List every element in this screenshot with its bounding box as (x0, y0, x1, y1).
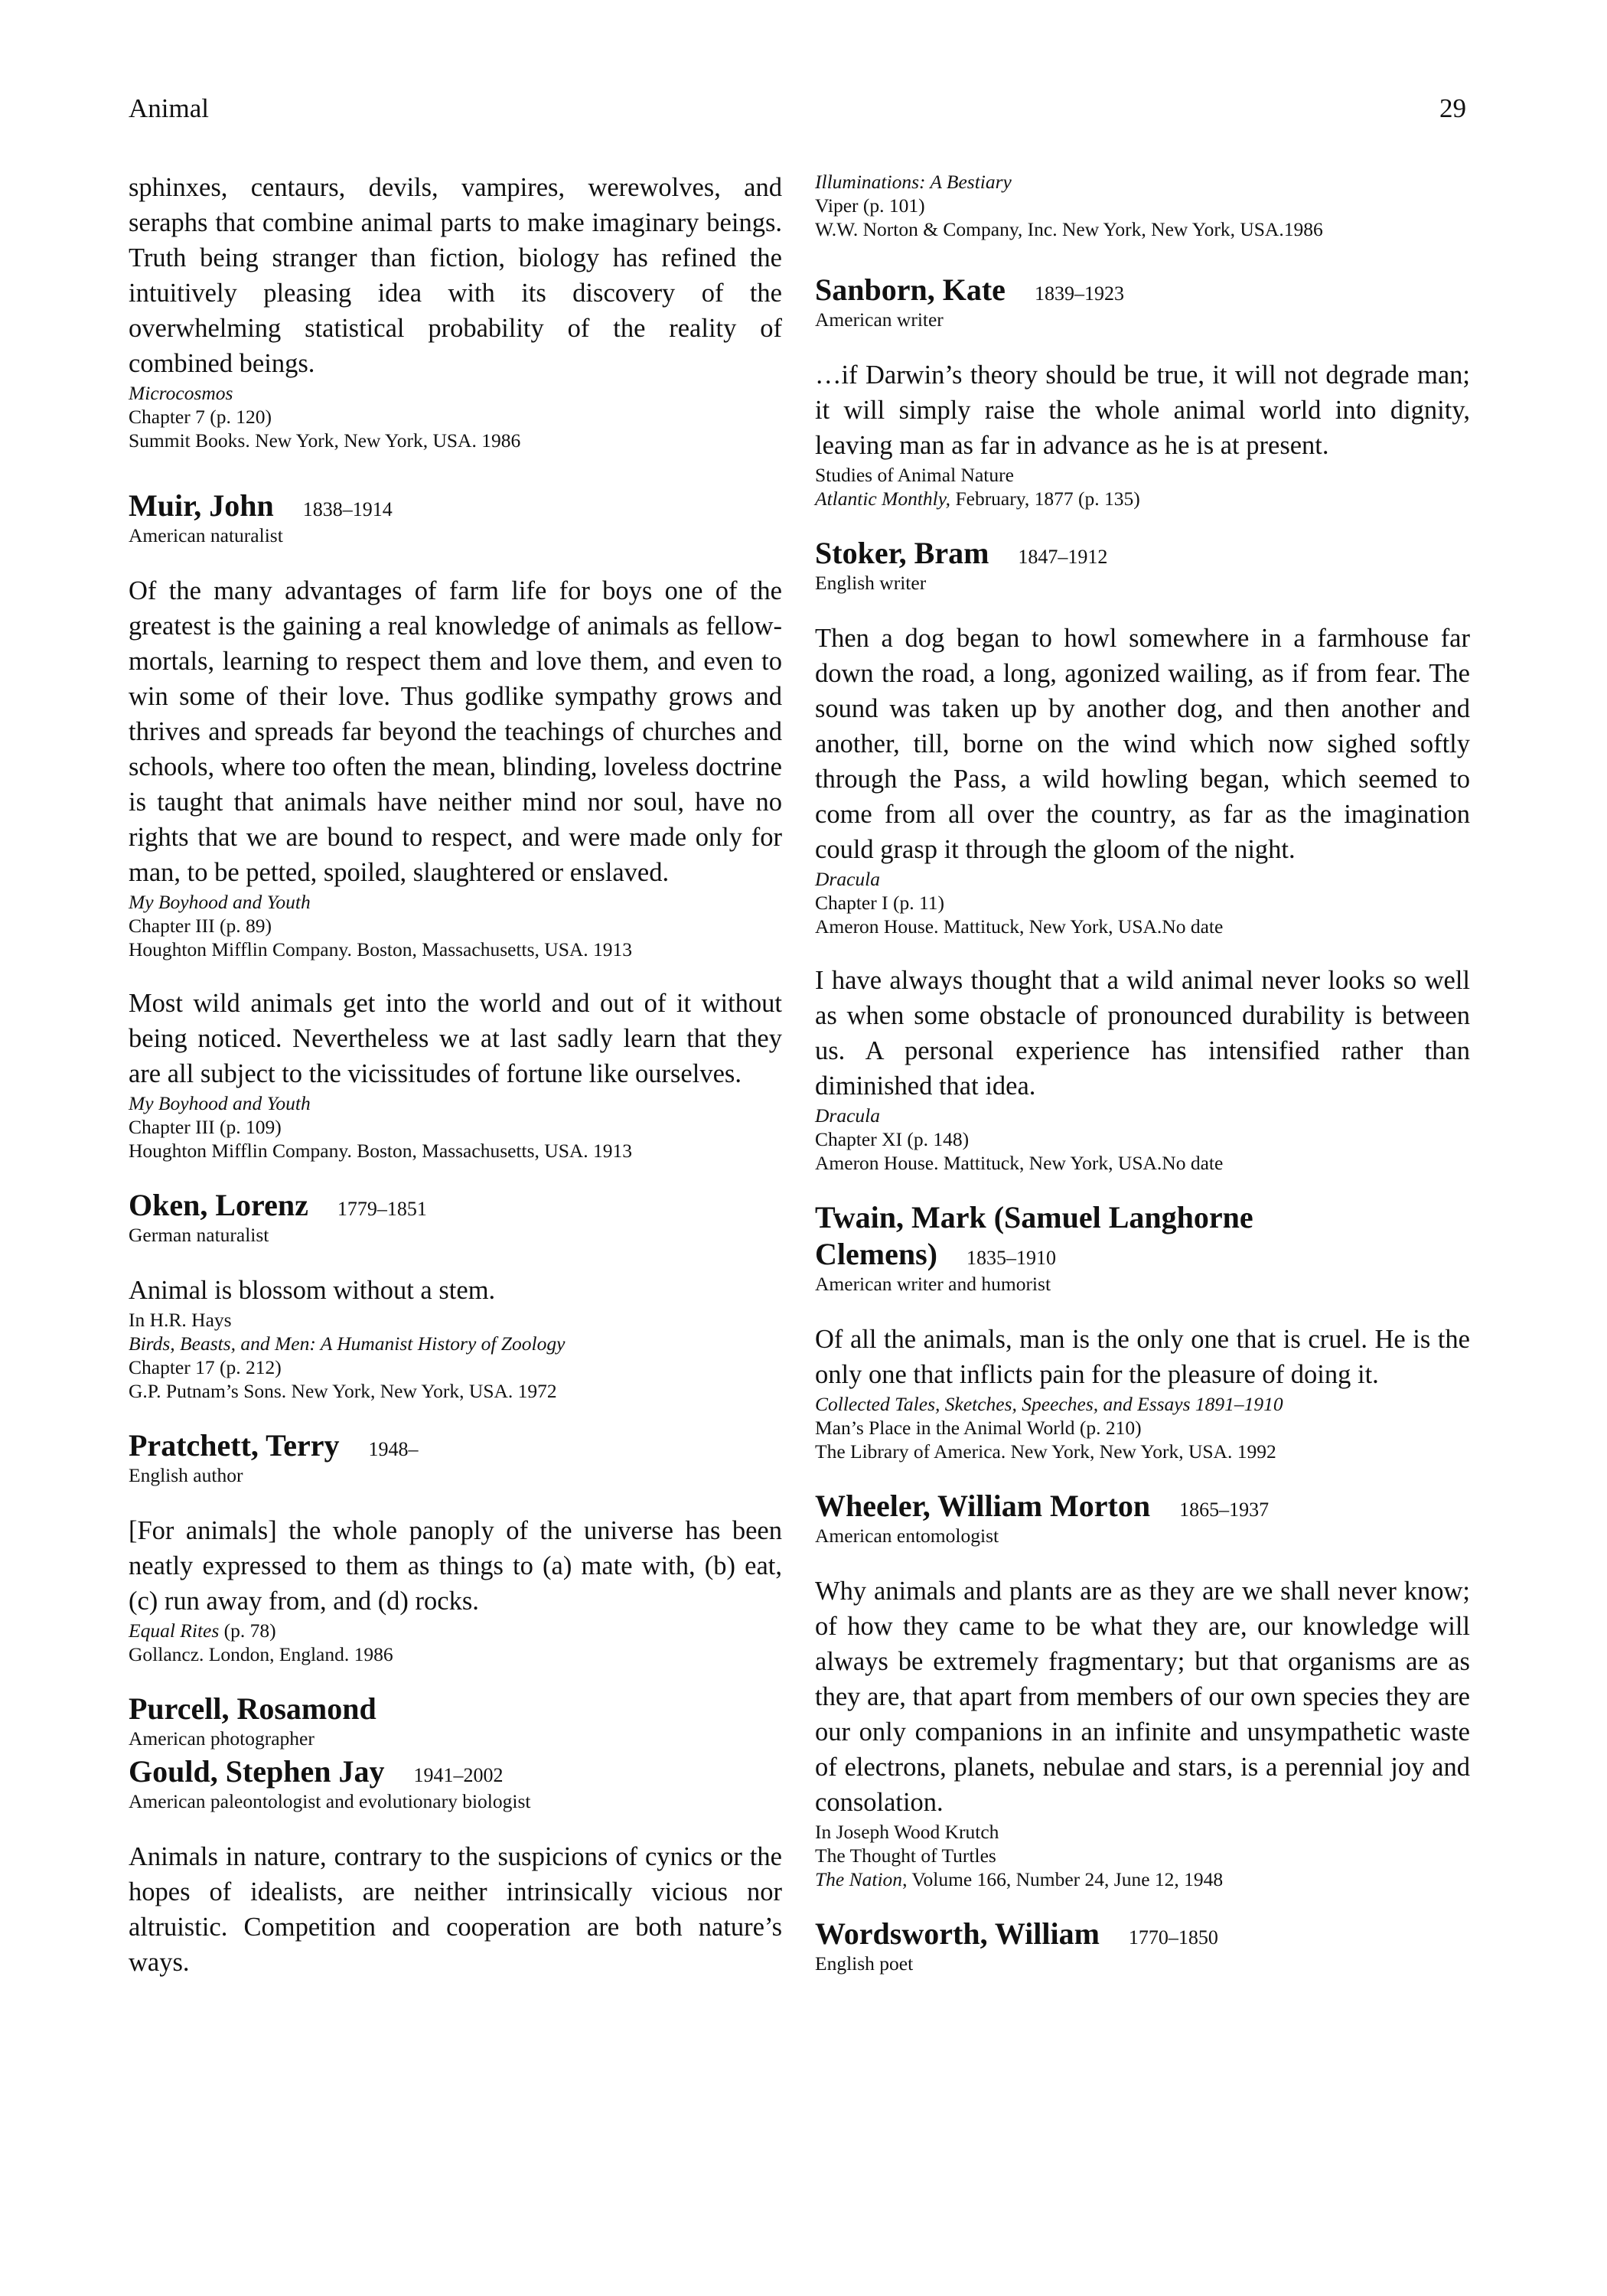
author-heading (815, 535, 1470, 572)
quote-text: Animals in nature, contrary to the suspicions of cynics or the hopes of idealists, are neither intrinsically vicious nor altruistic. Competition and cooperation are both nature’s ways. (129, 1842, 782, 1977)
author-heading (129, 488, 782, 524)
author-name: Muir, John (129, 488, 274, 523)
source-location: Chapter III (p. 89) (129, 915, 272, 937)
author-heading (815, 1916, 1470, 1952)
author-heading (815, 1199, 1470, 1236)
author-dates: 1839–1923 (1034, 282, 1124, 305)
source-publisher: Ameron House. Mattituck, New York, USA.No date (815, 915, 1224, 938)
source-publisher: February, 1877 (p. 135) (950, 488, 1140, 510)
source-title: Microcosmos (129, 382, 233, 404)
author-entry-muir (129, 488, 782, 1163)
author-dates: 1779–1851 (337, 1198, 427, 1220)
source-title: Collected Tales, Sketches, Speeches, and Essays 1891–1910 (815, 1393, 1283, 1415)
source-citation (815, 1867, 1470, 1891)
source-publisher: G.P. Putnam’s Sons. New York, New York, USA. 1972 (129, 1380, 557, 1402)
quote-text: Then a dog began to howl somewhere in a farmhouse far down the road, a long, agonized wailing, as if from fear. The sound was taken up by another dog, and then another and another, till, borne on the wind which now sighed softly through the Pass, a wild howling began, which seemed to come from all over the country, as far as the imagination could grasp it through the gloom of the night. (815, 624, 1470, 864)
author-entry-pratchett (129, 1427, 782, 1666)
author-name: Wordsworth, William (815, 1916, 1100, 1951)
author-name: Sanborn, Kate (815, 272, 1006, 307)
quote-text: [For animals] the whole panoply of the universe has been neatly expressed to them as things to (a) mate with, (b) eat, (c) run away from, and (d) rocks. (129, 1516, 782, 1616)
author-name: Wheeler, William Morton (815, 1489, 1151, 1523)
source-location: The Thought of Turtles (815, 1844, 996, 1867)
source-location: Man’s Place in the Animal World (p. 210) (815, 1417, 1142, 1439)
source-citation (815, 487, 1470, 510)
author-description: English writer (815, 572, 927, 594)
author-entry-stoker (815, 535, 1470, 1175)
author-heading (129, 1187, 782, 1224)
author-description: American writer and humorist (815, 1273, 1051, 1295)
author-name: Twain, Mark (Samuel Langhorne (815, 1200, 1253, 1234)
author-name: Oken, Lorenz (129, 1188, 308, 1222)
author-entry-wheeler (815, 1488, 1470, 1891)
quote-text: Why animals and plants are as they are we shall never know; of how they came to be what they are, our knowledge will always be extremely fragmentary; but that organisms are as they are, that apart from members of our own species they are our only companions in an infinite and unsympathetic waste of electrons, planets, nebulae and stars, is a perennial joy and consolation. (815, 1577, 1470, 1817)
quote-text: Animal is blossom without a stem. (129, 1276, 496, 1305)
source-publisher: Ameron House. Mattituck, New York, USA.No date (815, 1152, 1224, 1174)
author-description: English poet (815, 1952, 914, 1975)
source-publisher: Gollancz. London, England. 1986 (129, 1643, 393, 1665)
author-entry-oken (129, 1187, 782, 1403)
author-dates: 1948– (368, 1438, 419, 1460)
source-location: Viper (p. 101) (815, 194, 925, 217)
source-publisher: The Library of America. New York, New York, USA. 1992 (815, 1440, 1276, 1463)
source-publisher: W.W. Norton & Company, Inc. New York, New York, USA.1986 (815, 218, 1323, 240)
source-title: My Boyhood and Youth (129, 1092, 311, 1114)
quote-block (129, 573, 782, 961)
right-column (815, 170, 1470, 2001)
source-title: Birds, Beasts, and Men: A Humanist History of Zoology (129, 1332, 566, 1355)
author-description: American naturalist (129, 524, 283, 546)
quote-block (815, 621, 1470, 938)
author-name: Purcell, Rosamond (129, 1691, 376, 1726)
quote-text: Of all the animals, man is the only one that is cruel. He is the only one that inflicts pain for the pleasure of doing it. (815, 1325, 1470, 1389)
source-publisher: , Volume 166, Number 24, June 12, 1948 (902, 1868, 1224, 1890)
source-location: (p. 78) (219, 1619, 276, 1642)
author-heading (815, 272, 1470, 308)
quote-block (815, 963, 1470, 1175)
quote-block (129, 986, 782, 1163)
source-publisher: Houghton Mifflin Company. Boston, Massachusetts, USA. 1913 (129, 1140, 633, 1162)
author-heading (129, 1753, 782, 1790)
author-name: Gould, Stephen Jay (129, 1754, 385, 1789)
quote-text: …if Darwin’s theory should be true, it will not degrade man; it will simply raise the whole animal world into dignity, leaving man as far in advance as he is at present. (815, 360, 1470, 460)
source-location: Chapter III (p. 109) (129, 1116, 282, 1138)
source-location: Chapter I (p. 11) (815, 892, 944, 914)
source-title: Atlantic Monthly, (815, 488, 951, 510)
author-name: Pratchett, Terry (129, 1428, 340, 1463)
continued-source (815, 170, 1470, 241)
author-description: American writer (815, 308, 944, 331)
source-title: Illuminations: A Bestiary (815, 171, 1012, 193)
continued-quote (129, 170, 782, 452)
source-title: My Boyhood and Youth (129, 891, 311, 913)
author-entry-wordsworth (815, 1916, 1470, 1975)
author-entry-purcell-gould (129, 1691, 782, 1980)
source-citation (129, 1619, 782, 1642)
author-heading (129, 1691, 782, 1727)
source-title: The Nation (815, 1868, 903, 1890)
author-name: Stoker, Bram (815, 536, 989, 570)
quote-text: Of the many advantages of farm life for boys one of the greatest is the gaining a real knowledge of animals as fellow-mortals, learning to respect them and love them, and even to win some of their love. Thus godlike sympathy grows and thrives and spreads far beyond the teachings of churches and schools, where too often the mean, blinding, loveless doctrine is taught that animals have neither mind nor soul, have no rights that we are bound to respect, and were made only for man, to be petted, spoiled, slaughtered or enslaved. (129, 576, 782, 887)
author-dates: 1838–1914 (302, 498, 393, 520)
source-location: Chapter XI (p. 148) (815, 1128, 970, 1150)
author-dates: 1770–1850 (1128, 1926, 1218, 1949)
author-dates: 1941–2002 (413, 1764, 504, 1786)
source-location: Chapter 17 (p. 212) (129, 1356, 282, 1378)
author-dates: 1835–1910 (966, 1247, 1056, 1269)
author-description: German naturalist (129, 1224, 269, 1246)
author-description: American entomologist (815, 1525, 999, 1547)
quote-text: I have always thought that a wild animal never looks so well as when some obstacle of pronounced durability is between us. A personal experience has intensified rather than diminished that idea. (815, 966, 1470, 1101)
source-location: Chapter 7 (p. 120) (129, 406, 272, 428)
quote-text: sphinxes, centaurs, devils, vampires, werewolves, and seraphs that combine animal parts to make imaginary beings. Truth being stranger than fiction, biology has refined the intuitively pleasing idea with its discovery of the overwhelming statistical probability of the reality of combined beings. (129, 173, 782, 378)
author-description: American photographer (129, 1727, 315, 1750)
source-intermediary: In Joseph Wood Krutch (815, 1821, 999, 1843)
author-heading (129, 1427, 782, 1464)
source-intermediary: In H.R. Hays (129, 1309, 232, 1331)
source-location: Studies of Animal Nature (815, 464, 1014, 486)
author-heading (815, 1236, 1470, 1273)
author-entry-twain (815, 1199, 1470, 1463)
author-heading (815, 1488, 1470, 1525)
source-publisher: Summit Books. New York, New York, USA. 1986 (129, 429, 521, 452)
author-entry-sanborn (815, 272, 1470, 510)
source-title: Dracula (815, 868, 880, 890)
author-name: Clemens) (815, 1237, 937, 1271)
running-head: Animal (129, 93, 209, 123)
quote-text: Most wild animals get into the world and out of it without being noticed. Nevertheless we at last sadly learn that they are all subject to the vicissitudes of fortune like ourselves. (129, 989, 782, 1088)
source-title: Equal Rites (129, 1619, 220, 1642)
author-description: American paleontologist and evolutionary biologist (129, 1790, 531, 1812)
author-dates: 1847–1912 (1018, 546, 1108, 568)
page-number: 29 (1439, 93, 1466, 123)
source-title: Dracula (815, 1104, 880, 1127)
source-publisher: Houghton Mifflin Company. Boston, Massachusetts, USA. 1913 (129, 938, 633, 960)
left-column (129, 170, 782, 2004)
author-description: English author (129, 1464, 243, 1486)
author-dates: 1865–1937 (1179, 1499, 1270, 1521)
